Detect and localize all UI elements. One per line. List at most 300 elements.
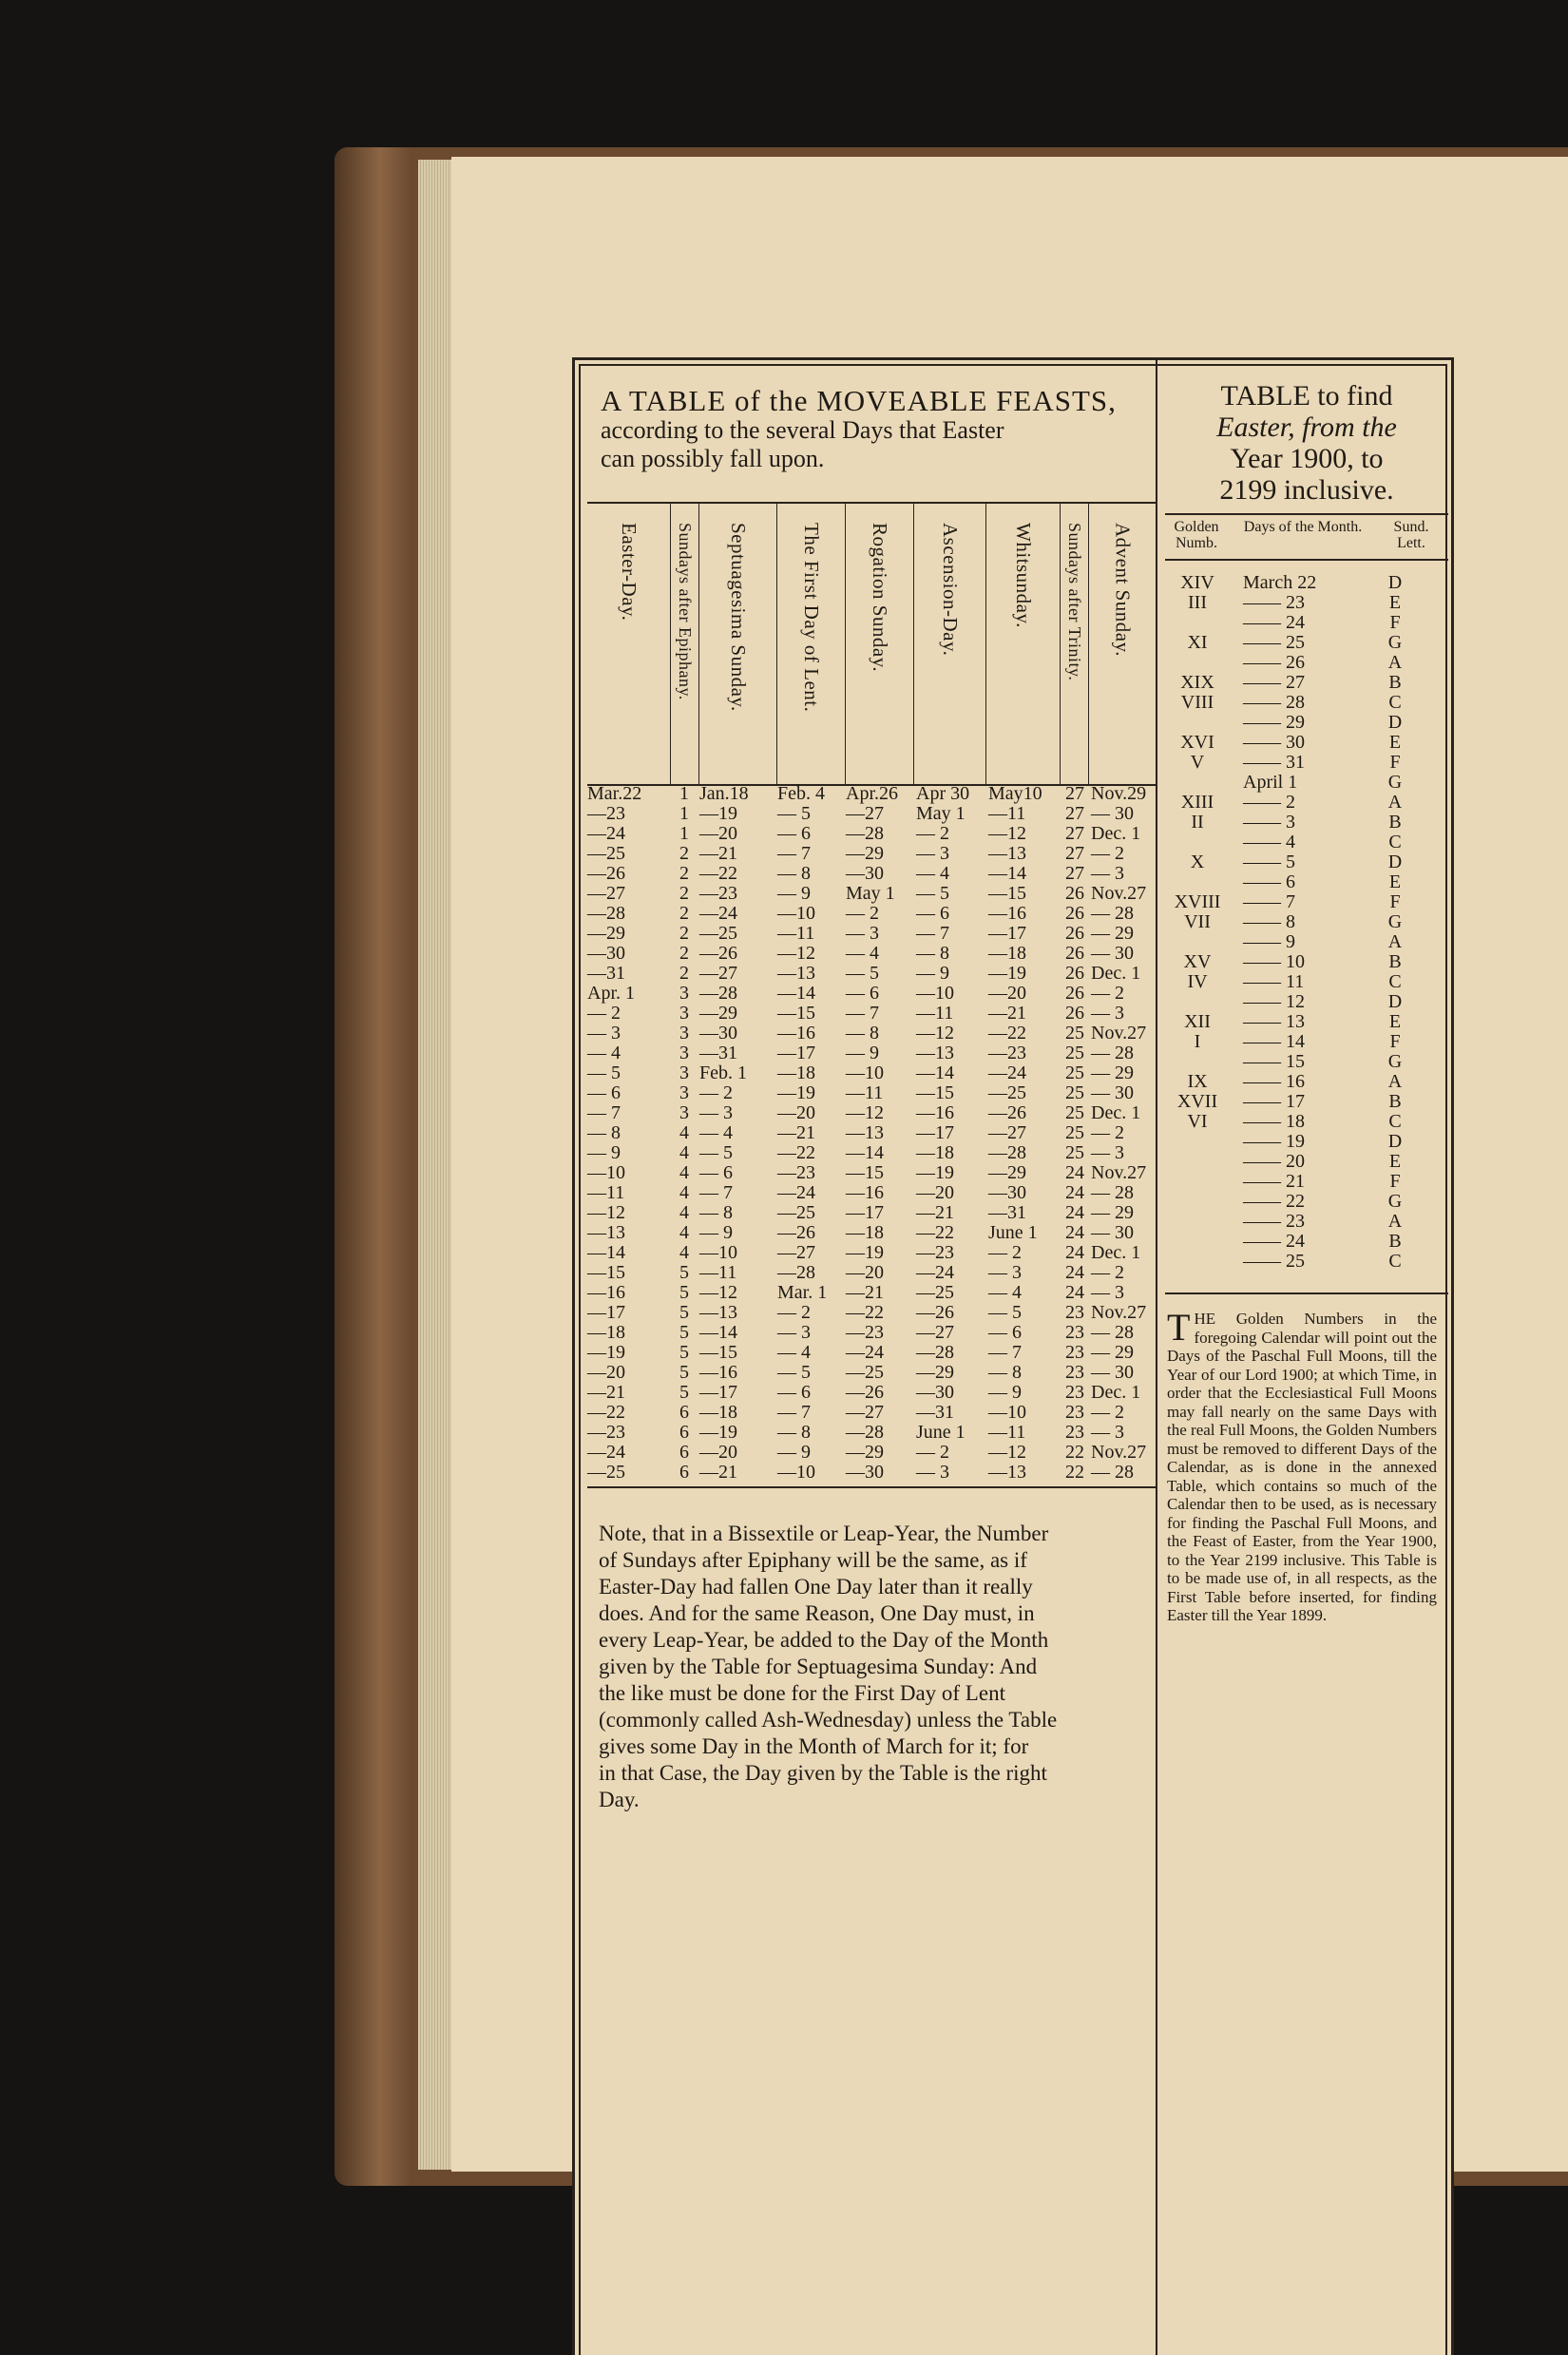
day-of-month-cell: —— 4	[1243, 832, 1295, 852]
whitsunday-cell: —11	[988, 1422, 1026, 1443]
septuagesima-cell: Feb. 1	[699, 1063, 747, 1083]
septuagesima-cell: —29	[699, 1003, 737, 1024]
septuagesima-cell: — 2	[699, 1082, 733, 1103]
septuagesima-cell: —27	[699, 963, 737, 984]
rogation-cell: —11	[846, 1082, 884, 1103]
golden-number-cell: VI	[1187, 1111, 1208, 1132]
ascension-cell: — 4	[916, 863, 949, 884]
book-spine	[335, 147, 411, 2186]
easter-cell: —23	[587, 803, 625, 824]
easter-cell: —11	[587, 1182, 625, 1203]
advent-cell: — 2	[1091, 983, 1124, 1004]
advent-cell: — 2	[1091, 1122, 1124, 1143]
moveable-feasts-title	[601, 386, 1152, 473]
lent-cell: —28	[777, 1262, 815, 1283]
trinity-cell: 27	[1065, 783, 1084, 804]
sunday-letter-cell: A	[1387, 931, 1403, 952]
lent-cell: —17	[777, 1043, 815, 1063]
lent-cell: — 4	[777, 1342, 811, 1363]
golden-number-cell	[1167, 1132, 1228, 1152]
epiphany-cell: 4	[679, 1142, 689, 1163]
septuagesima-cell: — 6	[699, 1162, 733, 1183]
trinity-cell: 25	[1065, 1142, 1084, 1163]
golden-number-cell: XII	[1184, 1011, 1211, 1032]
golden-number-cell	[1167, 1192, 1228, 1212]
lent-cell: — 5	[777, 803, 811, 824]
rogation-cell: —19	[846, 1242, 884, 1263]
note-line: the like must be done for the First Day of Lent	[599, 1681, 1005, 1705]
sunday-letter-cell: A	[1387, 652, 1403, 673]
septuagesima-cell: —16	[699, 1362, 737, 1383]
rogation-cell: —23	[846, 1322, 884, 1343]
ascension-cell: Apr 30	[916, 783, 970, 804]
sunday-letter-cell: E	[1388, 732, 1402, 753]
sunday-letter-cell: D	[1387, 1131, 1403, 1152]
advent-cell: — 28	[1091, 1182, 1134, 1203]
rogation-cell: — 3	[846, 923, 879, 944]
easter-cell: Apr. 1	[587, 983, 635, 1004]
lent-cell: —15	[777, 1003, 815, 1024]
lent-cell: —25	[777, 1202, 815, 1223]
epiphany-cell: 3	[679, 1063, 689, 1083]
advent-cell: Dec. 1	[1091, 1382, 1141, 1403]
ascension-cell: —15	[916, 1082, 954, 1103]
rogation-cell: — 9	[846, 1043, 879, 1063]
day-of-month-cell: —— 29	[1243, 712, 1305, 733]
epiphany-cell: 3	[679, 1102, 689, 1123]
lent-cell: —23	[777, 1162, 815, 1183]
easter-cell: —14	[587, 1242, 625, 1263]
whitsunday-cell: —22	[988, 1023, 1026, 1043]
trinity-cell: 24	[1065, 1202, 1084, 1223]
trinity-cell: 23	[1065, 1362, 1084, 1383]
advent-cell: Dec. 1	[1091, 1102, 1141, 1123]
golden-number-cell: V	[1190, 752, 1205, 773]
easter-cell: —31	[587, 963, 625, 984]
trinity-cell: 25	[1065, 1102, 1084, 1123]
ascension-cell: —14	[916, 1063, 954, 1083]
rogation-cell: —27	[846, 1402, 884, 1423]
trinity-cell: 24	[1065, 1262, 1084, 1283]
sunday-letter-cell: A	[1387, 1071, 1403, 1092]
note-text: HE Golden Numbers in the foregoing Calendar will point out the Days of the Paschal Full Moons, till the Year of our Lord 1900; at which Time, in order that the Ecclesiastical Full Moons may fall nearly on the same Days with the real Full Moons, the Golden Numbers must be removed to different Days of the Calendar, as is done in the annexed Table, which contains so much of the Calendar then to be used, as is necessary for finding the Paschal Full Moons, and the Feast of Easter, from the Year 1900, to the Year 2199 inclusive. This Table is to be made use of, in all respects, as the First Table before inserted, for finding Easter till the Year 1899.	[1167, 1310, 1437, 1624]
day-of-month-cell: —— 6	[1243, 871, 1295, 892]
header-label: Advent Sunday.	[1111, 523, 1135, 657]
day-of-month-cell: —— 11	[1243, 971, 1305, 992]
day-of-month-cell: —— 28	[1243, 692, 1305, 713]
lent-cell: —22	[777, 1142, 815, 1163]
ascension-cell: — 5	[916, 883, 949, 904]
easter-cell: —19	[587, 1342, 625, 1363]
epiphany-cell: 3	[679, 983, 689, 1004]
sunday-letter-column	[1371, 573, 1419, 1272]
day-of-month-cell: —— 17	[1243, 1091, 1305, 1112]
advent-cell: — 30	[1091, 1082, 1134, 1103]
trinity-cell: 27	[1065, 863, 1084, 884]
note-line: of Sundays after Epiphany will be the same, as if	[599, 1548, 1027, 1572]
header-label: Sundays after Epiphany.	[676, 523, 695, 700]
whitsunday-cell: —26	[988, 1102, 1026, 1123]
easter-title-line-4: 2199 inclusive.	[1219, 474, 1394, 506]
sunday-letter-cell: B	[1388, 672, 1402, 693]
rogation-cell: —12	[846, 1102, 884, 1123]
note-line: Day.	[599, 1788, 640, 1811]
golden-number-cell: III	[1188, 592, 1207, 613]
whitsunday-cell: —12	[988, 823, 1026, 844]
epiphany-cell: 3	[679, 1023, 689, 1043]
day-of-month-cell: —— 25	[1243, 632, 1305, 653]
easter-cell: — 8	[587, 1122, 621, 1143]
epiphany-cell: 3	[679, 1082, 689, 1103]
advent-column	[1091, 784, 1156, 1483]
easter-cell: —28	[587, 903, 625, 924]
easter-cell: —17	[587, 1302, 625, 1323]
table-bottom-rule	[587, 1486, 1156, 1488]
sunday-letter-cell: G	[1387, 1051, 1403, 1072]
trinity-cell: 26	[1065, 963, 1084, 984]
ascension-cell: — 7	[916, 923, 949, 944]
rogation-cell: —16	[846, 1182, 884, 1203]
trinity-cell: 25	[1065, 1043, 1084, 1063]
easter-cell: —16	[587, 1282, 625, 1303]
sunday-letter-cell: F	[1389, 891, 1401, 912]
whitsunday-cell: June 1	[988, 1222, 1038, 1243]
rogation-cell: —26	[846, 1382, 884, 1403]
septuagesima-cell: —28	[699, 983, 737, 1004]
ascension-cell: —12	[916, 1023, 954, 1043]
golden-number-cell	[1167, 872, 1228, 892]
golden-number-cell	[1167, 1212, 1228, 1232]
septuagesima-cell: —31	[699, 1043, 737, 1063]
sunday-letter-cell: F	[1389, 612, 1401, 633]
septuagesima-cell: — 9	[699, 1222, 733, 1243]
whitsunday-cell: —24	[988, 1063, 1026, 1083]
sunday-letter-cell: E	[1388, 1011, 1402, 1032]
header-label: The First Day of Lent.	[800, 523, 823, 713]
sunday-letter-cell: E	[1388, 1151, 1402, 1172]
rogation-cell: —13	[846, 1122, 884, 1143]
epiphany-cell: 5	[679, 1362, 689, 1383]
epiphany-cell: 4	[679, 1242, 689, 1263]
golden-number-cell: VIII	[1180, 692, 1214, 713]
day-of-month-cell: —— 31	[1243, 752, 1305, 773]
epiphany-cell: 1	[679, 783, 689, 804]
day-of-month-cell: —— 27	[1243, 672, 1305, 693]
trinity-cell: 23	[1065, 1302, 1084, 1323]
day-of-month-cell: —— 23	[1243, 592, 1305, 613]
golden-number-cell: XIX	[1180, 672, 1214, 693]
header-golden-number: Golden Numb.	[1174, 519, 1219, 551]
ascension-column	[916, 784, 986, 1483]
golden-number-cell: VII	[1184, 911, 1211, 932]
septuagesima-cell: — 7	[699, 1182, 733, 1203]
advent-cell: — 2	[1091, 1262, 1124, 1283]
lent-cell: —27	[777, 1242, 815, 1263]
easter-cell: — 2	[587, 1003, 621, 1024]
septuagesima-cell: —19	[699, 1422, 737, 1443]
lent-cell: — 2	[777, 1302, 811, 1323]
whitsunday-cell: —17	[988, 923, 1026, 944]
trinity-cell: 27	[1065, 843, 1084, 864]
advent-cell: — 2	[1091, 843, 1124, 864]
day-of-month-cell: —— 18	[1243, 1111, 1305, 1132]
note-line: Easter-Day had fallen One Day later than it really	[599, 1575, 1033, 1599]
septuagesima-cell: —20	[699, 1442, 737, 1463]
day-of-month-cell: —— 16	[1243, 1071, 1305, 1092]
golden-number-cell	[1167, 713, 1228, 733]
epiphany-cell: 1	[679, 823, 689, 844]
whitsunday-cell: — 8	[988, 1362, 1022, 1383]
note-line: gives some Day in the Month of March for it; for	[599, 1734, 1029, 1758]
rogation-cell: — 4	[846, 943, 879, 964]
ascension-cell: — 2	[916, 823, 949, 844]
trinity-cell: 24	[1065, 1282, 1084, 1303]
ascension-cell: —19	[916, 1162, 954, 1183]
easter-cell: —18	[587, 1322, 625, 1343]
ascension-cell: —26	[916, 1302, 954, 1323]
note-line: (commonly called Ash-Wednesday) unless the Table	[599, 1708, 1058, 1732]
ascension-cell: —10	[916, 983, 954, 1004]
note-line: in that Case, the Day given by the Table is the right	[599, 1761, 1047, 1785]
lent-cell: — 9	[777, 1442, 811, 1463]
rogation-cell: —21	[846, 1282, 884, 1303]
day-of-month-cell: —— 3	[1243, 812, 1295, 833]
moveable-feasts-panel	[574, 359, 1156, 2355]
epiphany-cell: 6	[679, 1402, 689, 1423]
lent-cell: —12	[777, 943, 815, 964]
sunday-letter-cell: B	[1388, 1091, 1402, 1112]
advent-cell: — 29	[1091, 1342, 1134, 1363]
trinity-cell: 23	[1065, 1382, 1084, 1403]
sunday-letter-cell: F	[1389, 752, 1401, 773]
epiphany-cell: 2	[679, 943, 689, 964]
advent-cell: Nov.27	[1091, 1302, 1147, 1323]
header-ascension	[914, 504, 986, 784]
trinity-cell: 25	[1065, 1063, 1084, 1083]
sunday-letter-cell: D	[1387, 852, 1403, 872]
advent-cell: Nov.27	[1091, 1023, 1147, 1043]
day-of-month-cell: —— 19	[1243, 1131, 1305, 1152]
trinity-cell: 24	[1065, 1222, 1084, 1243]
sunday-letter-cell: B	[1388, 1231, 1402, 1252]
sunday-letter-cell: A	[1387, 1211, 1403, 1232]
epiphany-cell: 4	[679, 1222, 689, 1243]
easter-title-line-2: Easter, from the	[1216, 412, 1397, 443]
lent-cell: —20	[777, 1102, 815, 1123]
whitsunday-cell: —16	[988, 903, 1026, 924]
page-edges	[418, 160, 456, 2170]
lent-cell: — 6	[777, 823, 811, 844]
golden-number-cell	[1167, 1152, 1228, 1172]
sunday-letter-cell: C	[1388, 1251, 1402, 1272]
header-advent	[1089, 504, 1156, 784]
ascension-cell: —23	[916, 1242, 954, 1263]
trinity-cell: 24	[1065, 1242, 1084, 1263]
ascension-cell: May 1	[916, 803, 966, 824]
advent-cell: — 3	[1091, 1422, 1124, 1443]
golden-number-cell: XVII	[1176, 1091, 1218, 1112]
trinity-cell: 26	[1065, 943, 1084, 964]
advent-cell: Nov.27	[1091, 1442, 1147, 1463]
sunday-letter-cell: G	[1387, 632, 1403, 653]
easter-table-headers	[1165, 513, 1448, 561]
septuagesima-cell: —12	[699, 1282, 737, 1303]
easter-cell: —25	[587, 843, 625, 864]
advent-cell: — 29	[1091, 923, 1134, 944]
trinity-cell: 23	[1065, 1422, 1084, 1443]
rogation-cell: —10	[846, 1063, 884, 1083]
trinity-cell: 27	[1065, 823, 1084, 844]
septuagesima-cell: —24	[699, 903, 737, 924]
septuagesima-cell: —15	[699, 1342, 737, 1363]
day-of-month-cell: —— 9	[1243, 931, 1295, 952]
whitsunday-cell: —27	[988, 1122, 1026, 1143]
lent-cell: — 8	[777, 1422, 811, 1443]
header-label: Rogation Sunday.	[869, 523, 891, 673]
whitsunday-cell: —12	[988, 1442, 1026, 1463]
advent-cell: — 30	[1091, 803, 1134, 824]
header-label: Ascension-Day.	[939, 523, 962, 657]
ascension-cell: —28	[916, 1342, 954, 1363]
easter-cell: — 4	[587, 1043, 621, 1063]
easter-cell: —26	[587, 863, 625, 884]
day-of-month-cell: —— 24	[1243, 1231, 1305, 1252]
ascension-cell: — 2	[916, 1442, 949, 1463]
epiphany-cell: 5	[679, 1302, 689, 1323]
septuagesima-cell: — 8	[699, 1202, 733, 1223]
sunday-letter-cell: D	[1387, 991, 1403, 1012]
lent-cell: —11	[777, 923, 815, 944]
trinity-column	[1062, 784, 1087, 1483]
lent-cell: —24	[777, 1182, 815, 1203]
sunday-letter-cell: B	[1388, 951, 1402, 972]
golden-number-cell: XIII	[1180, 792, 1214, 813]
advent-cell: Dec. 1	[1091, 823, 1141, 844]
trinity-cell: 25	[1065, 1122, 1084, 1143]
septuagesima-cell: —11	[699, 1262, 737, 1283]
lent-cell: — 7	[777, 843, 811, 864]
septuagesima-cell: — 5	[699, 1142, 733, 1163]
rogation-cell: —30	[846, 1462, 884, 1483]
whitsunday-cell: —30	[988, 1182, 1026, 1203]
golden-number-cell	[1167, 1052, 1228, 1072]
epiphany-cell: 5	[679, 1282, 689, 1303]
septuagesima-cell: —25	[699, 923, 737, 944]
day-of-month-cell: —— 20	[1243, 1151, 1305, 1172]
advent-cell: Nov.27	[1091, 1162, 1147, 1183]
golden-number-cell	[1167, 992, 1228, 1012]
golden-number-cell	[1167, 932, 1228, 952]
easter-cell: —23	[587, 1422, 625, 1443]
rogation-cell: —28	[846, 823, 884, 844]
sunday-letter-cell: D	[1387, 712, 1403, 733]
day-of-month-cell: —— 14	[1243, 1031, 1305, 1052]
easter-cell: — 9	[587, 1142, 621, 1163]
rogation-cell: —14	[846, 1142, 884, 1163]
whitsunday-cell: —13	[988, 843, 1026, 864]
advent-cell: — 28	[1091, 1043, 1134, 1063]
septuagesima-cell: —23	[699, 883, 737, 904]
septuagesima-cell: — 4	[699, 1122, 733, 1143]
epiphany-cell: 3	[679, 1043, 689, 1063]
advent-cell: — 29	[1091, 1202, 1134, 1223]
epiphany-cell: 1	[679, 803, 689, 824]
epiphany-cell: 3	[679, 1003, 689, 1024]
golden-number-column	[1167, 573, 1228, 1272]
sunday-letter-cell: F	[1389, 1031, 1401, 1052]
day-of-month-cell: March 22	[1243, 572, 1317, 593]
easter-cell: —27	[587, 883, 625, 904]
header-label: Easter-Day.	[618, 523, 641, 622]
whitsunday-cell: —29	[988, 1162, 1026, 1183]
rogation-cell: — 7	[846, 1003, 879, 1024]
sunday-letter-cell: F	[1389, 1171, 1401, 1192]
header-whitsunday	[986, 504, 1061, 784]
sunday-letter-cell: C	[1388, 1111, 1402, 1132]
whitsunday-cell: — 4	[988, 1282, 1022, 1303]
epiphany-cell: 4	[679, 1202, 689, 1223]
septuagesima-cell: —18	[699, 1402, 737, 1423]
advent-cell: — 2	[1091, 1402, 1124, 1423]
header-easter	[587, 504, 671, 784]
septuagesima-cell: Jan.18	[699, 783, 749, 804]
septuagesima-cell: —10	[699, 1242, 737, 1263]
ascension-cell: —24	[916, 1262, 954, 1283]
whitsunday-cell: — 9	[988, 1382, 1022, 1403]
sunday-letter-cell: E	[1388, 592, 1402, 613]
advent-cell: — 30	[1091, 943, 1134, 964]
easter-cell: —24	[587, 1442, 625, 1463]
septuagesima-cell: —19	[699, 803, 737, 824]
note-line: Note, that in a Bissextile or Leap-Year, the Number	[599, 1522, 1049, 1545]
ascension-cell: — 9	[916, 963, 949, 984]
trinity-cell: 25	[1065, 1023, 1084, 1043]
epiphany-cell: 2	[679, 963, 689, 984]
day-of-month-cell: April 1	[1243, 772, 1298, 793]
whitsunday-cell: —23	[988, 1043, 1026, 1063]
trinity-cell: 27	[1065, 803, 1084, 824]
day-of-month-cell: —— 26	[1243, 652, 1305, 673]
golden-number-cell	[1167, 833, 1228, 852]
epiphany-cell: 2	[679, 863, 689, 884]
trinity-cell: 22	[1065, 1462, 1084, 1483]
golden-number-cell	[1167, 1252, 1228, 1272]
easter-cell: — 6	[587, 1082, 621, 1103]
epiphany-cell: 4	[679, 1182, 689, 1203]
whitsunday-cell: —15	[988, 883, 1026, 904]
easter-cell: — 5	[587, 1063, 621, 1083]
advent-cell: — 3	[1091, 863, 1124, 884]
rogation-cell: —27	[846, 803, 884, 824]
golden-number-cell: IV	[1187, 971, 1208, 992]
day-of-month-cell: —— 21	[1243, 1171, 1305, 1192]
sunday-letter-cell: D	[1387, 572, 1403, 593]
lent-cell: —13	[777, 963, 815, 984]
septuagesima-cell: —13	[699, 1302, 737, 1323]
septuagesima-cell: —21	[699, 843, 737, 864]
rogation-cell: —29	[846, 843, 884, 864]
septuagesima-cell: — 3	[699, 1102, 733, 1123]
easter-table-title	[1169, 380, 1444, 506]
lent-cell: —26	[777, 1222, 815, 1243]
easter-cell: —30	[587, 943, 625, 964]
header-sunday-letter: Sund. Lett.	[1393, 519, 1429, 551]
whitsunday-cell: —20	[988, 983, 1026, 1004]
golden-number-cell: XVI	[1180, 732, 1214, 753]
trinity-cell: 22	[1065, 1442, 1084, 1463]
septuagesima-cell: —22	[699, 863, 737, 884]
day-of-month-cell: —— 5	[1243, 852, 1295, 872]
